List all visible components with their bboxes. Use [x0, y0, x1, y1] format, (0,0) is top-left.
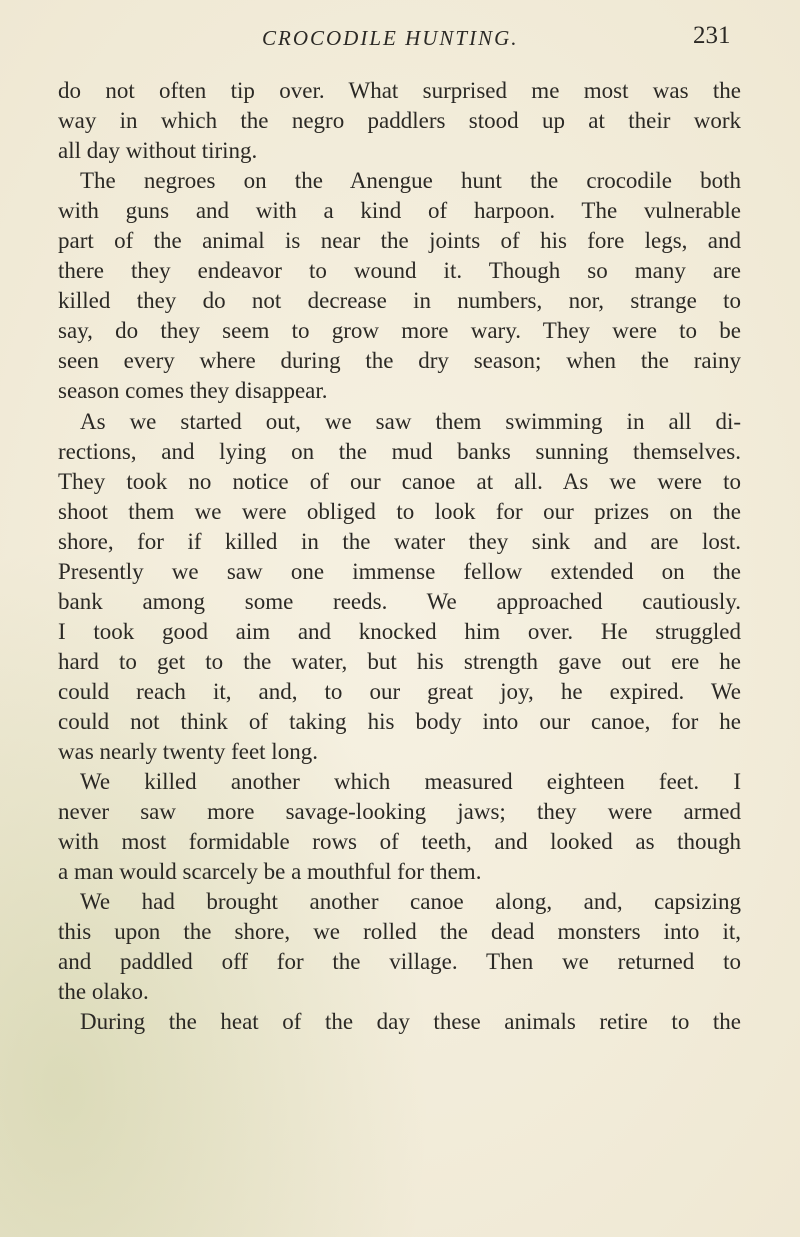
- text-line: hard to get to the water, but his strength gave out ere he: [58, 648, 741, 674]
- text-line: shoot them we were obliged to look for our prizes on the: [58, 498, 741, 524]
- text-line: We killed another which measured eighteen feet. I: [80, 769, 741, 795]
- page-number: 231: [693, 22, 731, 49]
- text-line: this upon the shore, we rolled the dead monsters into it,: [58, 919, 741, 945]
- text-line: and paddled off for the village. Then we returned to: [58, 949, 741, 975]
- text-line: never saw more savage-looking jaws; they were armed: [58, 799, 741, 825]
- text-line: seen every where during the dry season; when the rainy: [58, 348, 741, 374]
- text-line: killed they do not decrease in numbers, nor, strange to: [58, 288, 741, 314]
- text-line: say, do they seem to grow more wary. They were to be: [58, 318, 741, 344]
- text-line: there they endeavor to wound it. Though so many are: [58, 258, 741, 284]
- text-line: Presently we saw one immense fellow extended on the: [58, 558, 741, 584]
- text-line: The negroes on the Anengue hunt the crocodile both: [80, 168, 741, 194]
- text-line: rections, and lying on the mud banks sunning themselves.: [58, 438, 741, 464]
- text-line: shore, for if killed in the water they sink and are lost.: [58, 528, 741, 554]
- text-line: do not often tip over. What surprised me most was the: [58, 78, 741, 103]
- running-head: CROCODILE HUNTING.: [262, 26, 519, 50]
- text-line: way in which the negro paddlers stood up at their work: [58, 108, 741, 134]
- text-line: I took good aim and knocked him over. He struggled: [58, 618, 741, 644]
- text-line: During the heat of the day these animals retire to the: [80, 1009, 741, 1035]
- text-line: We had brought another canoe along, and, capsizing: [80, 889, 741, 915]
- body-text: [58, 76, 741, 1038]
- text-line: They took no notice of our canoe at all. As we were to: [58, 468, 741, 494]
- page-header: [0, 18, 800, 58]
- text-line: with most formidable rows of teeth, and looked as though: [58, 829, 741, 855]
- text-line: could not think of taking his body into our canoe, for he: [58, 708, 741, 734]
- text-line: As we started out, we saw them swimming in all di-: [80, 408, 741, 434]
- text-line: season comes they disappear.: [58, 378, 328, 404]
- text-line: could reach it, and, to our great joy, he expired. We: [58, 678, 741, 704]
- text-line: bank among some reeds. We approached cautiously.: [58, 588, 741, 614]
- text-line: the olako.: [58, 979, 149, 1005]
- text-line: all day without tiring.: [58, 138, 258, 164]
- text-line: part of the animal is near the joints of his fore legs, and: [58, 228, 741, 254]
- text-line: a man would scarcely be a mouthful for them.: [58, 859, 482, 885]
- text-line: was nearly twenty feet long.: [58, 739, 318, 765]
- text-line: with guns and with a kind of harpoon. The vulnerable: [58, 198, 741, 224]
